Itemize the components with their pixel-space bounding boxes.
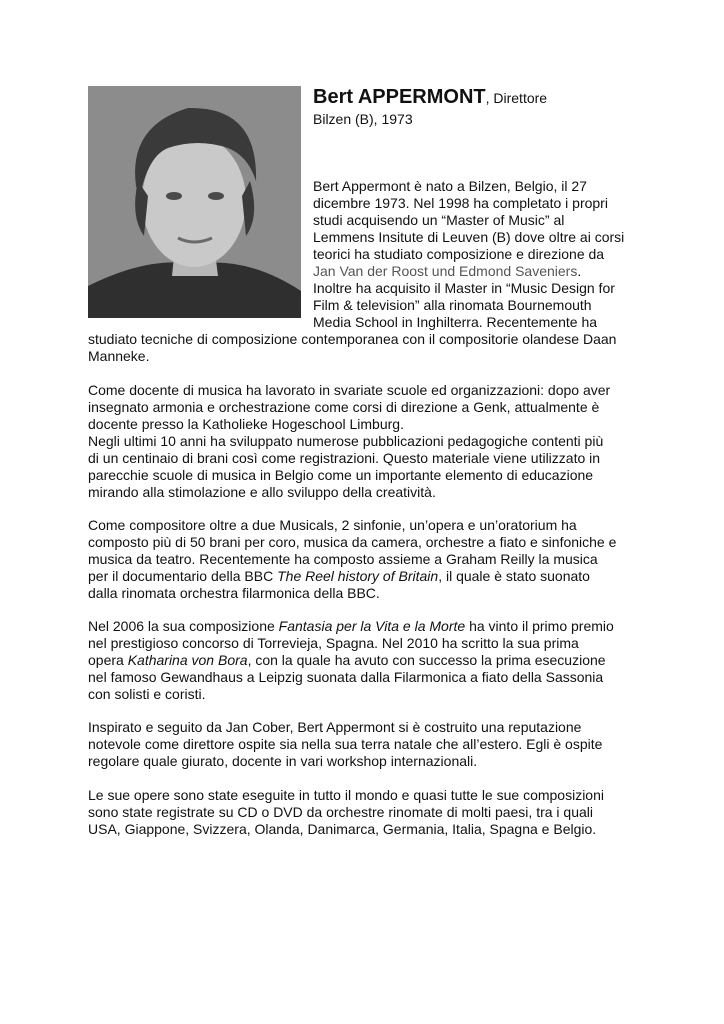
text-span: ha vinto il primo premio	[465, 618, 614, 634]
text-line: USA, Giappone, Svizzera, Olanda, Danimarca, Germania, Italia, Spagna e Belgio.	[88, 821, 597, 837]
text-line: nel famoso Gewandhaus a Leipzig suonata dalla Filarmonica a fiato della Sassonia	[88, 669, 604, 685]
documentary-title: The Reel history of Britain	[277, 568, 439, 584]
text-line: Bert Appermont è nato a Bilzen, Belgio, il 27	[313, 178, 587, 194]
text-span: per il documentario della BBC	[88, 568, 278, 584]
text-line: insegnato armonia e orchestrazione come corsi di direzione a Genk, attualmente è	[88, 399, 600, 415]
text-line: regolare quale giurato, docente in vari workshop internazionali.	[88, 753, 478, 769]
text-line	[313, 263, 581, 280]
text-line: Come compositore oltre a due Musicals, 2 sinfonie, un’opera e un’oratorium ha	[88, 517, 577, 533]
text-span: Nel 2006 la sua composizione	[88, 618, 279, 634]
portrait-photo	[88, 86, 301, 318]
text-line: Manneke.	[88, 348, 150, 364]
text-line: Film & television” alla rinomata Bournemouth	[313, 297, 592, 313]
text-line: notevole come direttore ospite sia nella sua terra natale che all’estero. Egli è ospite	[88, 736, 603, 752]
text-line: Come docente di musica ha lavorato in svariate scuole ed organizzazioni: dopo aver	[88, 382, 611, 398]
text-line: studi acquisendo un “Master of Music” al	[313, 212, 565, 228]
opera-title: Katharina von Bora	[127, 652, 248, 668]
text-line: Inspirato e seguito da Jan Cober, Bert Appermont si è costruito una reputazione	[88, 719, 582, 735]
text-line: dicembre 1973. Nel 1998 ha completato i propri	[313, 195, 608, 211]
text-line: Negli ultimi 10 anni ha sviluppato numerose pubblicazioni pedagogiche contenti più	[88, 433, 604, 449]
text-span: .	[577, 263, 582, 279]
person-name: Bert APPERMONT	[313, 86, 486, 108]
text-span: opera	[88, 652, 128, 668]
text-line	[88, 652, 606, 669]
text-line: nel prestigioso concorso di Torrevieja, Spagna. Nel 2010 ha scritto la sua prima	[88, 635, 579, 651]
text-line: musica da teatro. Recentemente ha composto assieme a Graham Reilly la musica	[88, 551, 598, 567]
text-line: docente presso la Katholieke Hogeschool Limburg.	[88, 416, 404, 432]
text-line: con solisti e coristi.	[88, 686, 206, 702]
portrait-illustration	[88, 86, 301, 318]
header	[313, 86, 547, 127]
text-line: sono state registrate su CD o DVD da orchestre rinomate di molti paesi, tra i quali	[88, 804, 594, 820]
text-span: , il quale è stato suonato	[438, 568, 590, 584]
text-span: , con la quale ha avuto con successo la prima esecuzione	[247, 652, 606, 668]
text-line: dalla rinomata orchestra filarmonica della BBC.	[88, 585, 380, 601]
text-line: studiato tecniche di composizione contemporanea con il compositorie olandese Daan	[88, 331, 617, 347]
text-line	[88, 618, 614, 635]
text-line: composto più di 50 brani per coro, musica da camera, orchestre a fiato e sinfoniche e	[88, 534, 617, 550]
text-line: Lemmens Insitute di Leuven (B) dove oltre ai corsi	[313, 229, 625, 245]
text-line: Media School in Inghilterra. Recentemente ha	[313, 314, 598, 330]
teachers-names: Jan Van der Roost und Edmond Saveniers	[313, 263, 578, 279]
text-line: mirando alla stimolazione e allo sviluppo della creatività.	[88, 484, 436, 500]
text-line: Inoltre ha acquisito il Master in “Music Design for	[313, 280, 615, 296]
birth-info: Bilzen (B), 1973	[313, 111, 413, 127]
text-line	[88, 568, 590, 585]
text-line: di un centinaio di brani così come registrazioni. Questo materiale viene utilizzato in	[88, 450, 601, 466]
text-line: parecchie scuole di musica in Belgio come un importante elemento di educazione	[88, 467, 594, 483]
person-role: , Direttore	[485, 90, 548, 106]
text-line: teorici ha studiato composizione e direzione da	[313, 246, 605, 262]
composition-title: Fantasia per la Vita e la Morte	[278, 618, 466, 634]
text-line: Le sue opere sono state eseguite in tutto il mondo e quasi tutte le sue composizioni	[88, 787, 604, 803]
